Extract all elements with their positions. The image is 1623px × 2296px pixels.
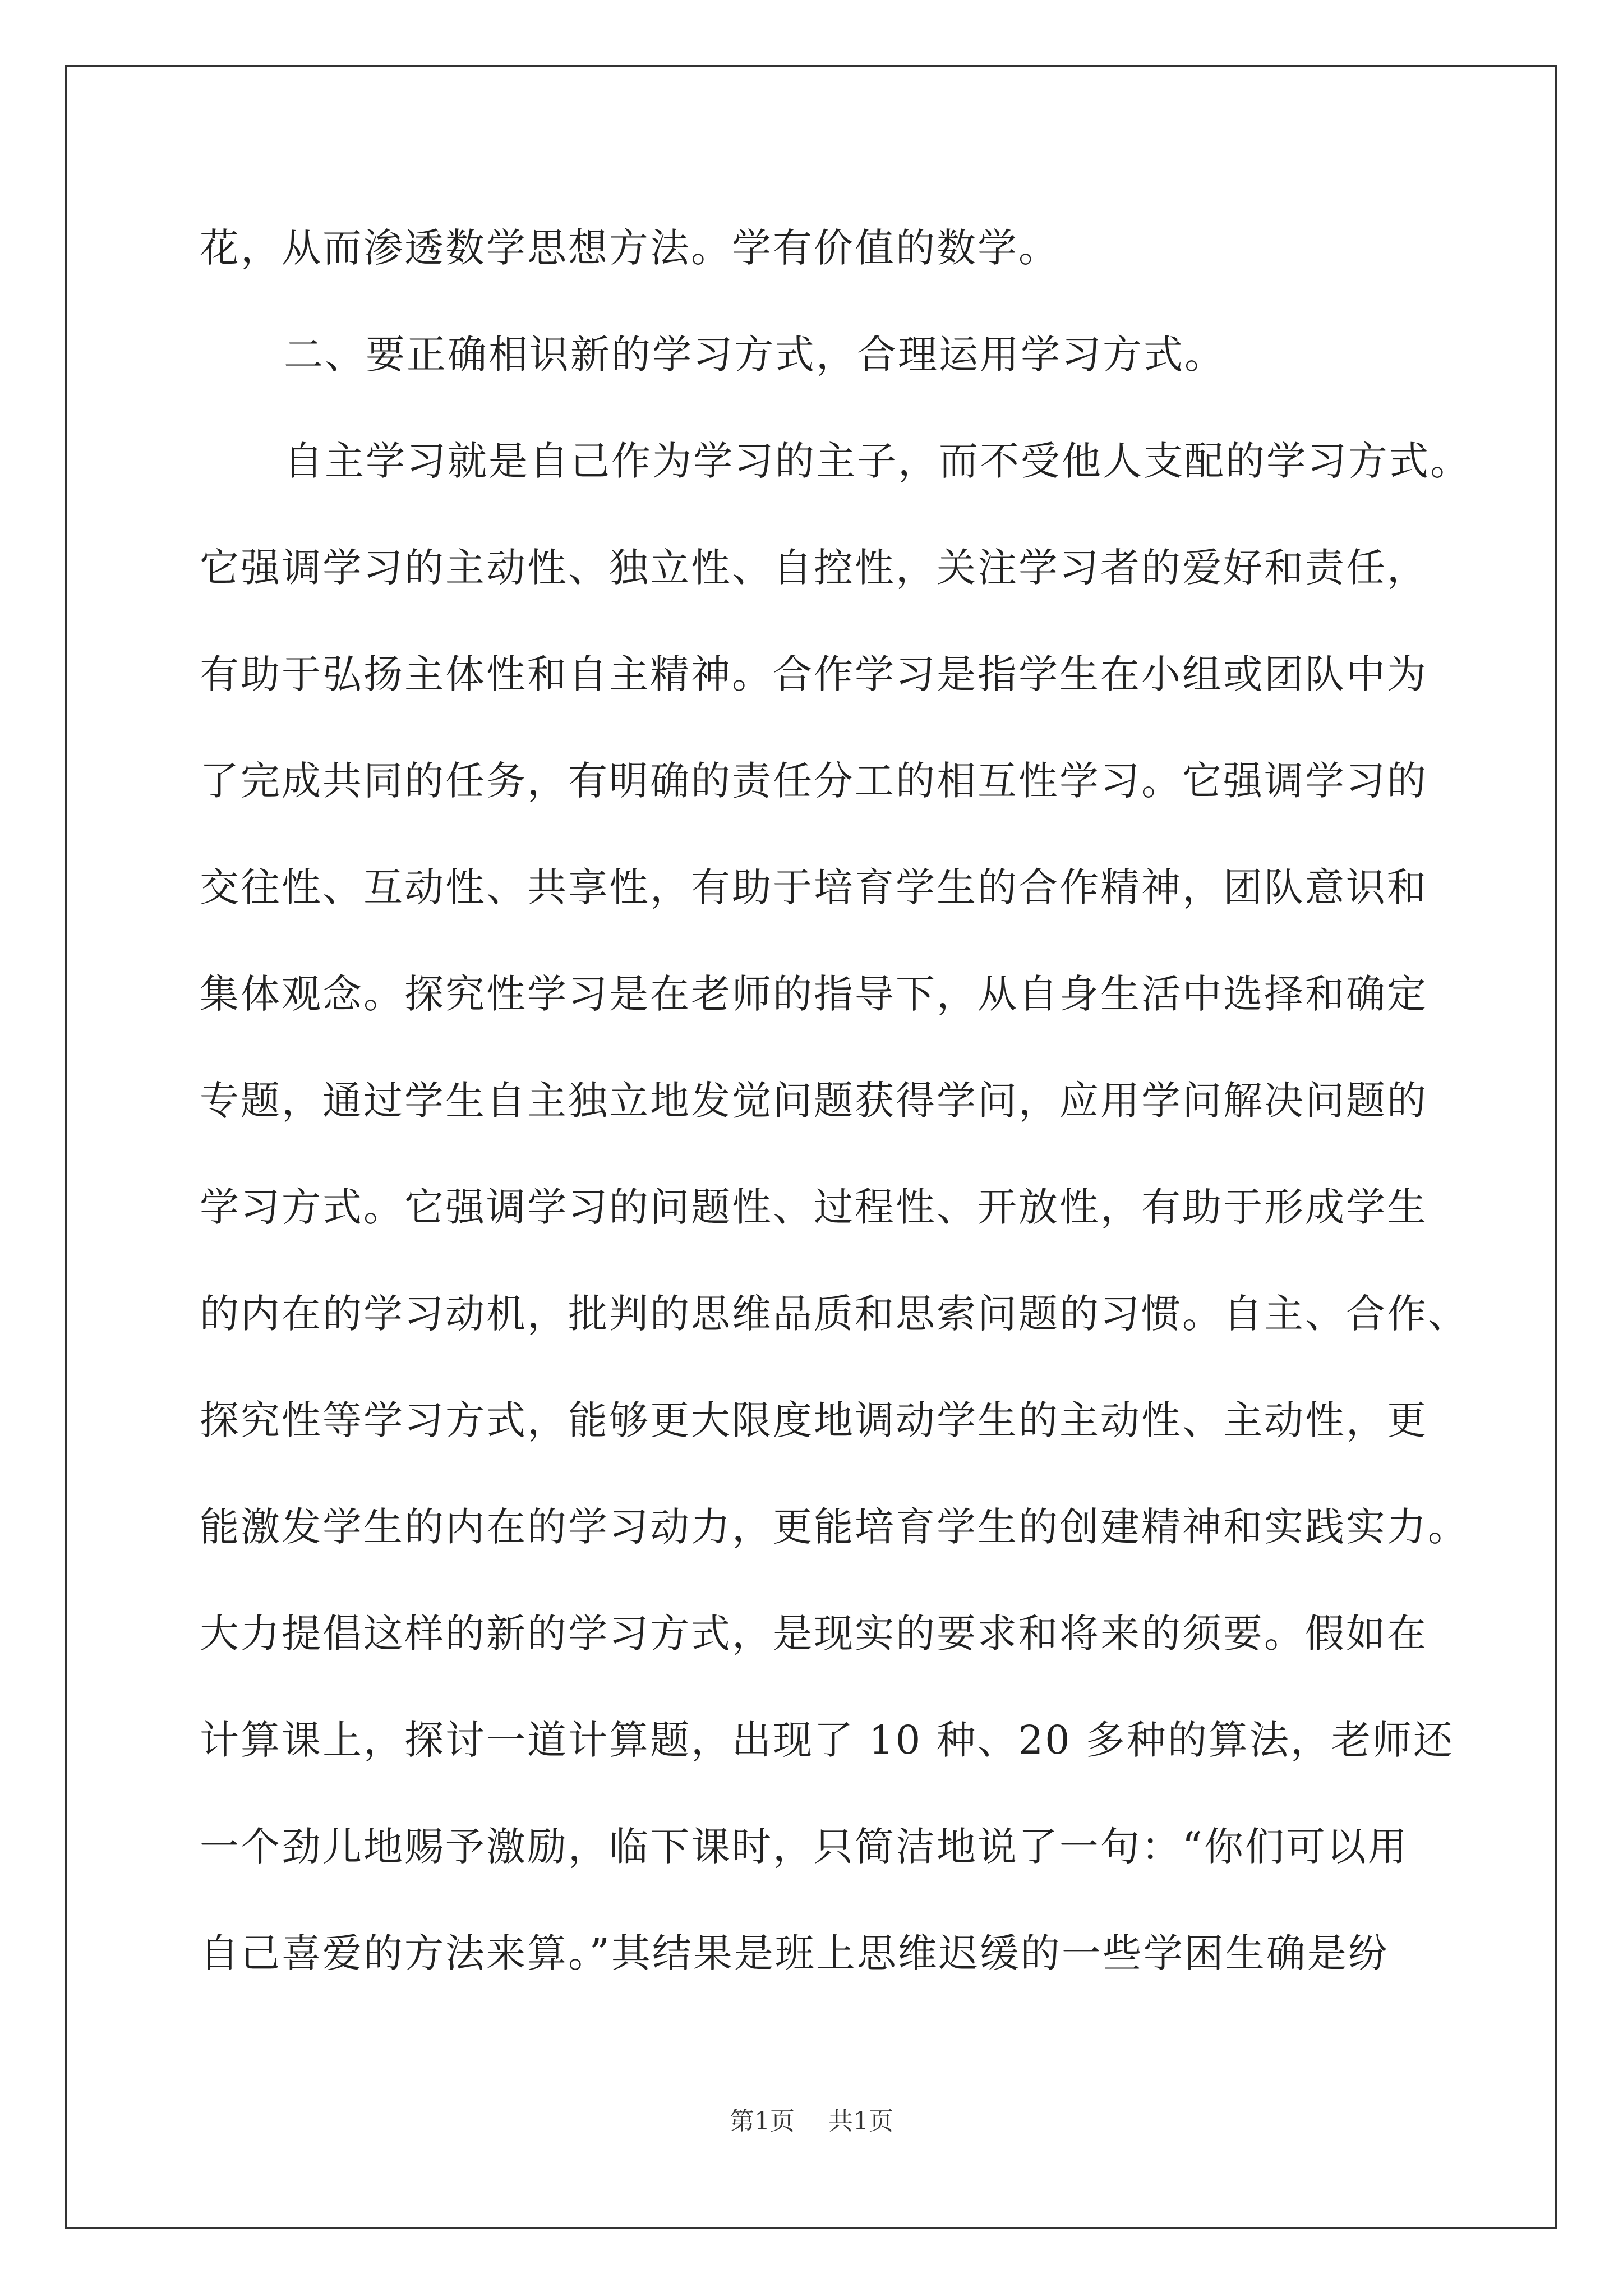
text-line: 专题，通过学生自主独立地发觉问题获得学问，应用学问解决问题的 (200, 1078, 1428, 1124)
page-total: 共1页 (828, 2107, 893, 2136)
text-line: 探究性等学习方式，能够更大限度地调动学生的主动性、主动性，更 (200, 1397, 1428, 1443)
text-line: 有助于弘扬主体性和自主精神。合作学习是指学生在小组或团队中为 (200, 651, 1428, 697)
text-line: 一个劲儿地赐予激励，临下课时，只简洁地说了一句：“你们可以用 (200, 1824, 1409, 1870)
section-heading: 二、要正确相识新的学习方式，合理运用学习方式。 (284, 332, 1225, 378)
text-line: 能激发学生的内在的学习动力，更能培育学生的创建精神和实践实力。 (200, 1504, 1469, 1550)
text-line: 的内在的学习动机，批判的思维品质和思索问题的习惯。自主、合作、 (200, 1291, 1469, 1337)
text-line: 大力提倡这样的新的学习方式，是现实的要求和将来的须要。假如在 (200, 1611, 1428, 1657)
page-number: 第1页 (730, 2107, 795, 2136)
text-line: 它强调学习的主动性、独立性、自控性，关注学习者的爱好和责任， (200, 545, 1428, 591)
text-line: 计算课上，探讨一道计算题，出现了 10 种、20 多种的算法，老师还 (200, 1717, 1454, 1763)
text-line: 自己喜爱的方法来算。”其结果是班上思维迟缓的一些学困生确是纷 (200, 1930, 1389, 1976)
text-line: 学习方式。它强调学习的问题性、过程性、开放性，有助于形成学生 (200, 1184, 1428, 1230)
text-line: 花，从而渗透数学思想方法。学有价值的数学。 (200, 225, 1059, 271)
text-line: 交往性、互动性、共享性，有助于培育学生的合作精神，团队意识和 (200, 864, 1428, 910)
paragraph-first-line: 自主学习就是自己作为学习的主子，而不受他人支配的学习方式。 (284, 438, 1471, 484)
document-body (200, 212, 1471, 2024)
text-line: 集体观念。探究性学习是在老师的指导下，从自身生活中选择和确定 (200, 971, 1428, 1017)
page-footer (0, 2105, 1623, 2138)
text-line: 了完成共同的任务，有明确的责任分工的相互性学习。它强调学习的 (200, 758, 1428, 804)
